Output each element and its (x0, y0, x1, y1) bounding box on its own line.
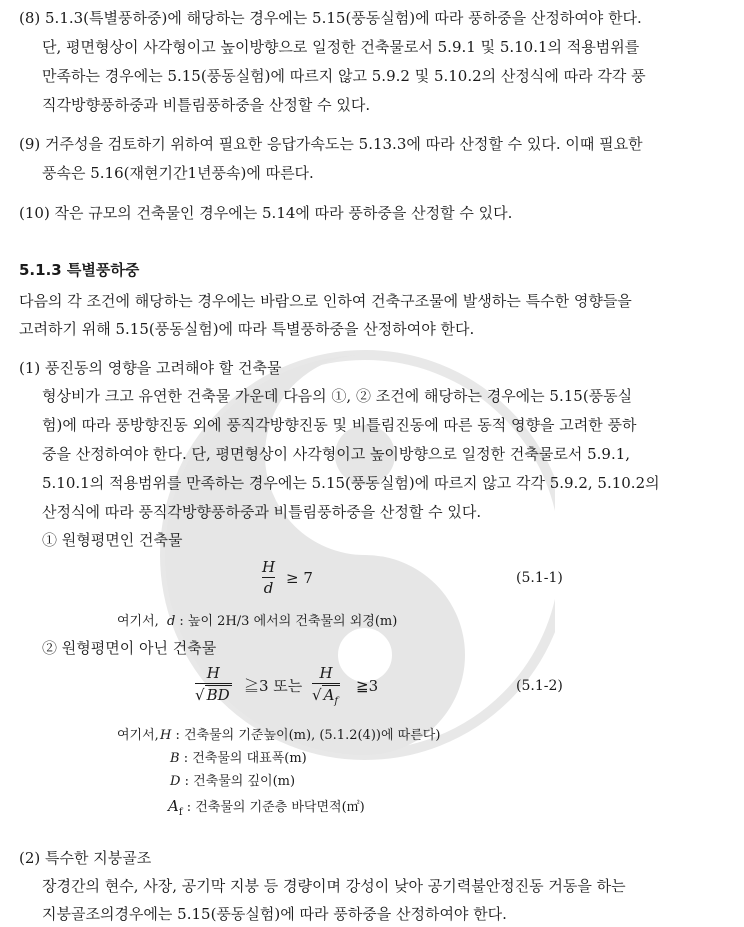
eq1-relation: ≥ 7 (286, 569, 313, 587)
eq2-denominator-2: A (323, 686, 335, 704)
def-text-h: : 건축물의 기준높이(m), (5.1.2(4))에 따른다) (175, 728, 441, 743)
item1-line4: 5.10.1의 적용범위를 만족하는 경우에는 5.15(풍동실험)에 따르지 않고 각각 5.9.2, 5.10.2의 (42, 474, 660, 492)
where1-var: d (166, 614, 176, 629)
para9-line1: (9) 거주성을 검토하기 위하여 필요한 응답가속도는 5.13.3에 따라 산정할 수 있다. 이때 필요한 (19, 135, 643, 153)
def-row (170, 749, 307, 769)
para9-line2: 풍속은 5.16(재현기간1년풍속)에 따른다. (42, 164, 314, 182)
def-text-b: : 건축물의 대표폭(m) (183, 751, 307, 766)
def-var-h: H (160, 728, 172, 743)
item1-line1: 형상비가 크고 유연한 건축물 가운데 다음의 ①, ② 조건에 해당하는 경우에는 5.15(풍동실 (42, 387, 633, 405)
eq2-numerator-2: H (319, 664, 333, 682)
def-var-b: B (170, 751, 180, 766)
section-intro-line1: 다음의 각 조건에 해당하는 경우에는 바람으로 인하여 건축구조물에 발생하는 특수한 영향들을 (19, 292, 632, 310)
eq2-denominator-2-sub: f (334, 696, 339, 707)
item2-title: (2) 특수한 지붕골조 (19, 849, 152, 867)
eq1-tag: (5.1-1) (516, 570, 563, 586)
para8-line3: 만족하는 경우에는 5.15(풍동실험)에 따르지 않고 5.9.2 및 5.10.2의 산정식에 따라 각각 풍 (42, 67, 646, 85)
eq2-where-prefix: 여기서, (117, 728, 159, 743)
item1-sub2: ② 원형평면이 아닌 건축물 (42, 639, 217, 657)
where1-prefix: 여기서, (117, 614, 159, 629)
section-heading: 5.1.3 특별풍하중 (19, 261, 140, 279)
item1-line3: 중을 산정하여야 한다. 단, 평면형상이 사각형이고 높이방향으로 일정한 건축물로서 5.9.1, (42, 445, 631, 463)
def-var-af-sub: f (178, 807, 183, 818)
eq2-fraction-1: H √ BD (195, 664, 230, 704)
def-row (160, 726, 440, 746)
para8-line4: 직각방향풍하중과 비틀림풍하중을 산정할 수 있다. (42, 96, 371, 114)
eq2-relation-1: ≧3 또는 (244, 677, 303, 695)
item2-line1: 장경간의 현수, 사장, 공기막 지붕 등 경량이며 강성이 낮아 공기력불안정진동 거동을 하는 (42, 877, 626, 895)
eq1-numerator: H (262, 558, 276, 576)
emblem-watermark (135, 255, 555, 835)
para8-line2: 단, 평면형상이 사각형이고 높이방향으로 일정한 건축물로서 5.9.1 및 5.10.1의 적용범위를 (42, 38, 640, 56)
def-text-d: : 건축물의 깊이(m) (184, 774, 296, 789)
section-intro-line2: 고려하기 위해 5.15(풍동실험)에 따라 특별풍하중을 산정하여야 한다. (19, 320, 475, 338)
para8-line1: (8) 5.1.3(특별풍하중)에 해당하는 경우에는 5.15(풍동실험)에 따라 풍하중을 산정하여야 한다. (19, 9, 642, 27)
eq2-tag: (5.1-2) (516, 678, 563, 694)
def-row (170, 772, 295, 792)
eq1-fraction (262, 558, 275, 597)
item1-line2: 험)에 따라 풍방향진동 외에 풍직각방향진동 및 비틀림진동에 따른 동적 영향을 고려한 풍하 (42, 416, 637, 434)
para10-line1: (10) 작은 규모의 건축물인 경우에는 5.14에 따라 풍하중을 산정할 수 있다. (19, 204, 513, 222)
item2-line2: 지붕골조의경우에는 5.15(풍동실험)에 따라 풍하중을 산정하여야 한다. (42, 905, 507, 923)
eq1-where (117, 612, 397, 632)
def-text-af: : 건축물의 기준층 바닥면적(㎡) (186, 800, 365, 815)
eq2-relation-2: ≧3 (356, 677, 379, 695)
eq2-numerator-1: H (206, 664, 220, 682)
eq2-fraction-2: H √ $A_f$ (312, 664, 340, 711)
item1-line5: 산정식에 따라 풍직각방향풍하중과 비틀림풍하중을 산정할 수 있다. (42, 503, 482, 521)
eq1-denominator: d (263, 579, 274, 597)
item1-sub1: ① 원형평면인 건축물 (42, 531, 183, 549)
eq2-denominator-1: BD (206, 686, 230, 704)
where1-text: : 높이 2H/3 에서의 건축물의 외경(m) (179, 614, 398, 629)
def-row (168, 796, 365, 823)
def-var-af: A (168, 797, 179, 815)
item1-title: (1) 풍진동의 영향을 고려해야 할 건축물 (19, 359, 282, 377)
def-var-d: D (170, 774, 181, 789)
